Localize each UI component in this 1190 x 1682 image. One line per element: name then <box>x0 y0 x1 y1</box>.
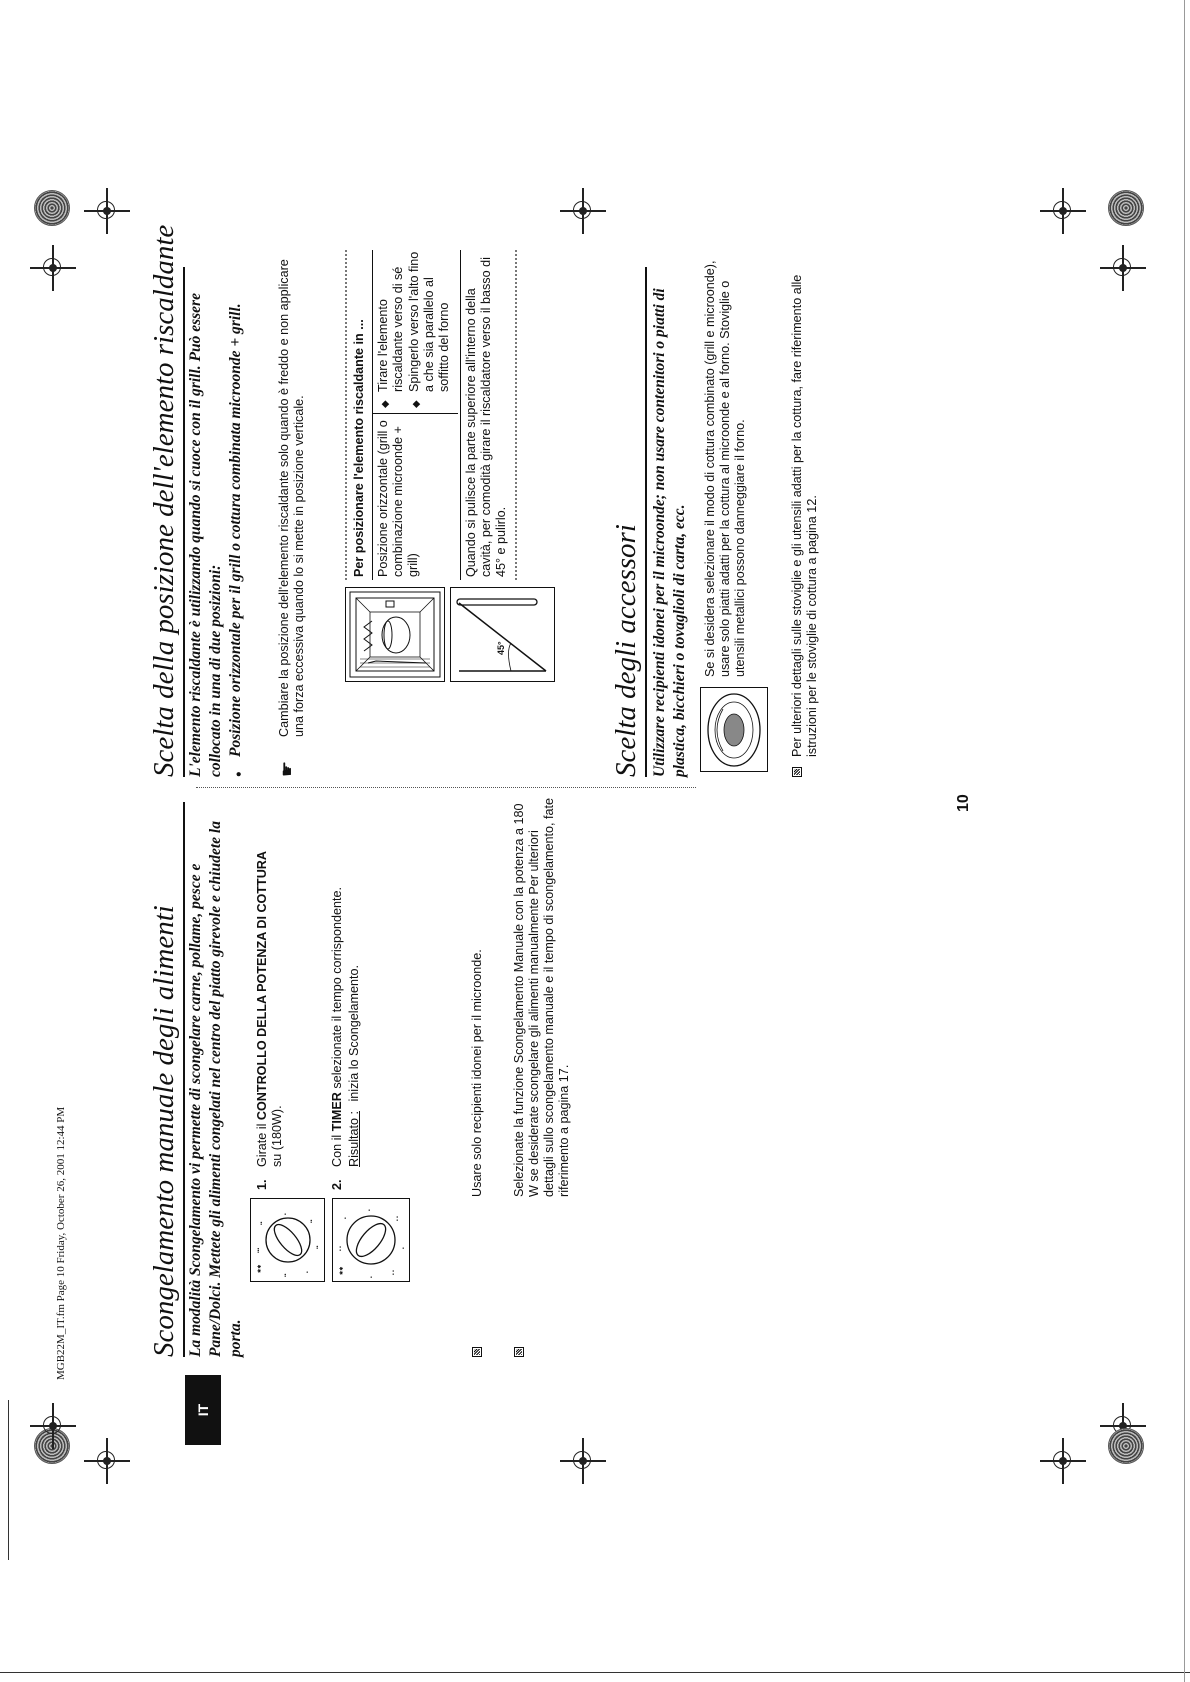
svg-text:✱✱: ✱✱ <box>257 1264 263 1273</box>
svg-text:•: • <box>367 1209 373 1211</box>
step-2-text-end: selezionate il tempo corrispondente. <box>330 886 344 1093</box>
cleaning-note: Quando si pulisce la parte superiore all'interno della cavità, per comodità girare il riscaldatore verso il basso di 45° e pulirlo. <box>464 257 508 577</box>
timer-dial-image <box>332 1198 410 1282</box>
print-header: MGB22M_IT.fm Page 10 Friday, October 26, 2001 12:44 PM <box>55 1106 67 1380</box>
column-divider <box>196 787 696 788</box>
step-1-control: CONTROLLO DELLA POTENZA DI COTTURA <box>255 850 269 1121</box>
svg-text:•: • <box>401 1247 407 1249</box>
svg-text:•: • <box>343 1217 349 1219</box>
note-containers: Usare solo recipienti idonei per il microonde. <box>470 949 484 1197</box>
svg-text:• •: • • <box>391 1270 397 1275</box>
result-text: inizia lo Scongelamento. <box>347 964 361 1102</box>
step-number: 1. <box>255 1179 269 1190</box>
svg-text:•: • <box>369 1276 375 1278</box>
svg-text:••: •• <box>283 1273 289 1277</box>
step-1-text: Girate il <box>255 1120 269 1167</box>
manual-defrost-intro: La modalità Scongelamento vi permette di scongelare carne, pollame, pesce e Pane/Dolci. Mettete gli alimenti congelati nel centro del piatto girevole e chiudete la porta. <box>187 821 244 1357</box>
step-1 <box>255 797 285 1167</box>
title-rule <box>183 267 185 777</box>
language-tab: IT <box>185 1375 221 1445</box>
note-icon <box>514 1347 524 1357</box>
step-2 <box>330 797 345 1167</box>
table-rule <box>460 250 461 580</box>
step-2-timer: TIMER <box>330 1092 344 1132</box>
hand-pointer-icon: ☛ <box>277 760 297 777</box>
accessories-note: Per ulteriori dettagli sulle stoviglie e gli utensili adatti per la cottura, fare riferimento alle istruzioni per le stoviglie di cottura a pagina 12. <box>790 274 819 757</box>
svg-text:•: • <box>283 1213 289 1215</box>
svg-text:••: •• <box>309 1219 315 1223</box>
section-title-manual-defrost: Scongelamento manuale degli alimenti <box>148 905 180 1357</box>
heating-element-bullet: Posizione orizzontale per il grill o cottura combinata microonde + grill. <box>227 303 244 757</box>
step-2-result <box>347 797 362 1167</box>
angle-label: 45° <box>496 641 506 655</box>
note-icon <box>792 767 802 777</box>
table-row-left: Posizione orizzontale (grill o combinazione microonde + grill) <box>376 420 420 577</box>
bullet-dot: • <box>231 771 248 777</box>
oven-cavity-image <box>345 587 445 682</box>
svg-text:• •: • • <box>395 1216 401 1221</box>
table-row-right-2: Spingerlo verso l'alto fino a che sia parallelo al soffitto del forno <box>407 251 451 392</box>
svg-text:•••: ••• <box>256 1247 262 1253</box>
note-manual-defrost: Selezionate la funzione Scongelamento Manuale con la potenza a 180 W se desiderate scongelare gli alimenti manualmente Per ulteriori dettagli sullo scongelamento manuale e il tempo di scongelamento, fate riferimento a pagina 17. <box>512 797 571 1197</box>
svg-text:✱✱: ✱✱ <box>339 1266 345 1275</box>
table-rule <box>372 250 373 580</box>
accessories-intro: Utilizzare recipienti idonei per il microonde; non usare contenitori o piatti di plastica, bicchieri o tovaglioli di carta, ecc. <box>651 288 688 777</box>
power-dial-image <box>250 1198 325 1282</box>
heating-element-tip: Cambiare la posizione dell'elemento riscaldante solo quando è freddo e non applicare una forza eccessiva quando lo si mette in posizione verticale. <box>277 259 306 737</box>
table-top-border <box>345 250 347 580</box>
section-title-accessories: Scelta degli accessori <box>610 524 642 777</box>
section-title-heating-element: Scelta della posizione dell'elemento riscaldante <box>148 224 180 777</box>
element-angle-image <box>450 587 555 682</box>
note-icon <box>472 1347 482 1357</box>
svg-text:• •: • • <box>338 1246 344 1251</box>
diamond-bullet: ◆ <box>380 400 391 408</box>
page-number: 10 <box>955 794 972 812</box>
dish-image <box>700 687 768 772</box>
diamond-bullet: ◆ <box>411 400 422 408</box>
combined-cooking-note: Se si desidera selezionare il modo di cottura combinato (grill e microonde), usare solo piatti adatti per la cottura al microonde e al forno. Stoviglie o utensili metallici possono danneggiare il forno. <box>703 260 747 677</box>
table-header: Per posizionare l'elemento riscaldante in ... <box>352 319 366 577</box>
table-bottom-border <box>515 250 517 580</box>
result-label: Risultato : <box>347 1111 361 1167</box>
title-rule <box>645 267 647 777</box>
svg-text:••: •• <box>259 1221 265 1225</box>
svg-text:••: •• <box>315 1245 321 1249</box>
table-row-right-1: Tirare l'elemento riscaldante verso di sé <box>376 266 405 392</box>
step-number: 2. <box>330 1179 344 1190</box>
table-column-rule <box>372 413 458 414</box>
heating-element-intro: L'elemento riscaldante è utilizzando quando si cuoce con il grill. Può essere collocato in una di due posizioni: <box>187 293 224 777</box>
step-1-setting: su (180W). <box>270 1105 284 1167</box>
step-2-text: Con il <box>330 1131 344 1167</box>
title-rule <box>183 802 185 1357</box>
svg-text:•: • <box>305 1271 311 1273</box>
